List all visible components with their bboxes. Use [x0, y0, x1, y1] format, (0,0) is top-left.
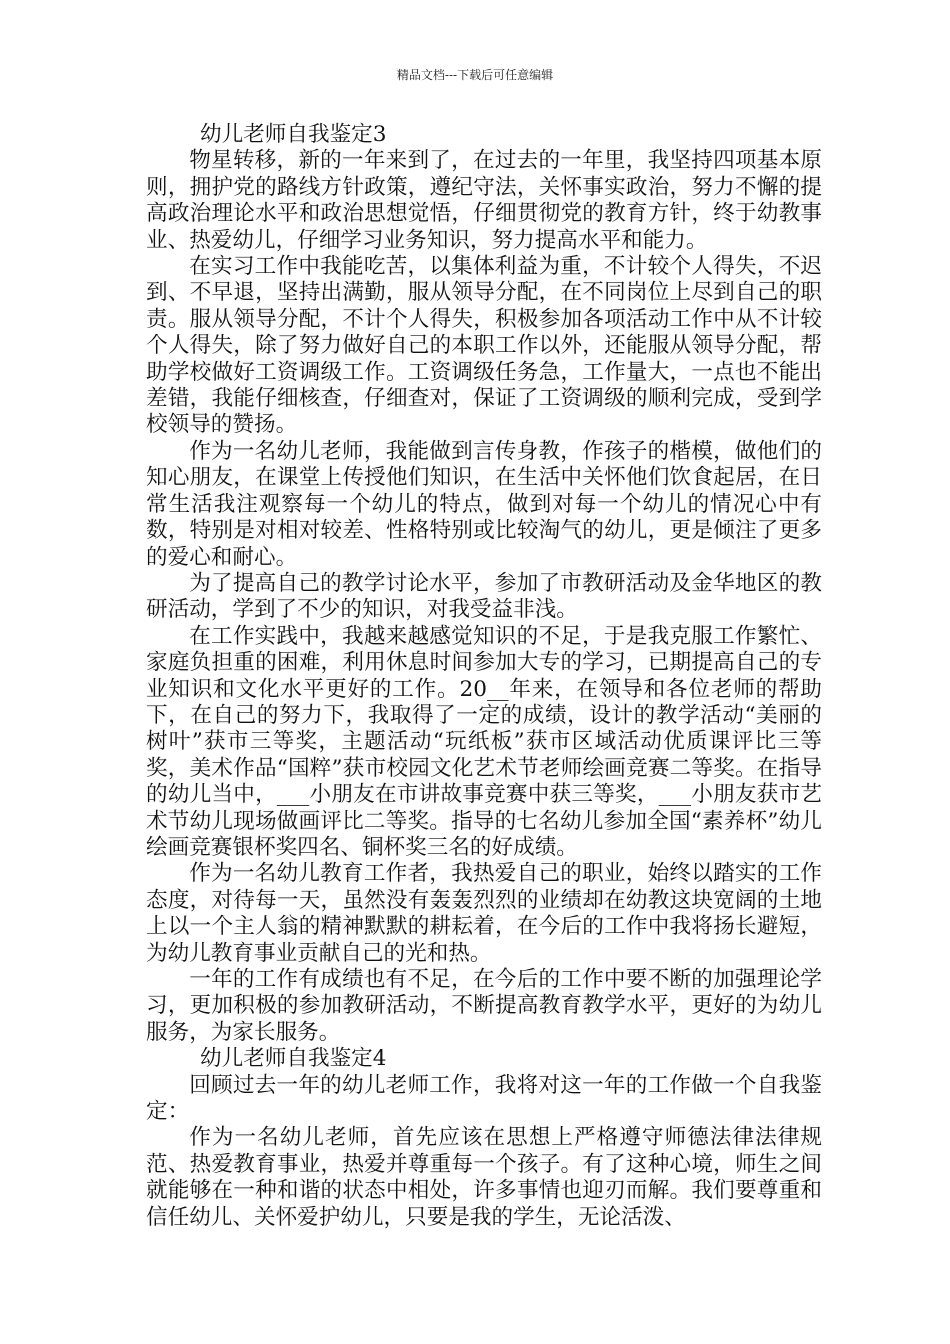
section-heading: 幼儿老师自我鉴定3 — [200, 122, 387, 147]
paragraph: 回顾过去一年的幼儿老师工作，我将对这一年的工作做一个自我鉴定： — [146, 1072, 822, 1125]
paragraph: 在实习工作中我能吃苦，以集体利益为重，不计较个人得失，不迟到、不早退，坚持出满勤，服从领导分配，在不同岗位上尽到自己的职责。服从领导分配，不计个人得失，积极参加各项活动工作中从不计较个人得失，除了努力做好自己的本职工作以外，还能服从领导分配，帮助学校做好工资调级工作。工资调级任务急，工作量大，一点也不能出差错，我能仔细核查，仔细查对，保证了工资调级的顺利完成，受到学校领导的赞扬。 — [146, 254, 822, 438]
paragraph: 为了提高自己的教学讨论水平，参加了市教研活动及金华地区的教研活动，学到了不少的知识，对我受益非浅。 — [146, 570, 822, 623]
paragraph: 作为一名幼儿教育工作者，我热爱自己的职业，始终以踏实的工作态度，对待每一天，虽然没有轰轰烈烈的业绩却在幼教这块宽阔的土地上以一个主人翁的精神默默的耕耘着，在今后的工作中我将扬长避短，为幼儿教育事业贡献自己的光和热。 — [146, 861, 822, 966]
paragraph: 一年的工作有成绩也有不足，在今后的工作中要不断的加强理论学习，更加积极的参加教研活动，不断提高教育教学水平，更好的为幼儿服务，为家长服务。 — [146, 967, 822, 1045]
page-header: 精品文档---下载后可任意编辑 — [396, 68, 554, 82]
paragraph: 作为一名幼儿老师，首先应该在思想上严格遵守师德法律法律规范、热爱教育事业，热爱并尊重每一个孩子。有了这种心境，师生之间就能够在一种和谐的状态中相处，许多事情也迎刃而解。我们要尊重和信任幼儿、关怀爱护幼儿，只要是我的学生，无论活泼、 — [146, 1125, 822, 1230]
paragraph: 物星转移，新的一年来到了，在过去的一年里，我坚持四项基本原则，拥护党的路线方针政策，遵纪守法，关怀事实政治，努力不懈的提高政治理论水平和政治思想觉悟，仔细贯彻党的教育方针，终于幼教事业、热爱幼儿，仔细学习业务知识，努力提高水平和能力。 — [146, 148, 822, 253]
paragraph: 在工作实践中，我越来越感觉知识的不足，于是我克服工作繁忙、家庭负担重的困难，利用休息时间参加大专的学习，已期提高自己的专业知识和文化水平更好的工作。20__年来，在领导和各位老师的帮助下，在自己的努力下，我取得了一定的成绩，设计的教学活动“美丽的树叶”获市三等奖，主题活动“玩纸板”获市区域活动优质课评比三等奖，美术作品“国粹”获市校园文化艺术节老师绘画竞赛二等奖。在指导的幼儿当中，___小朋友在市讲故事竞赛中获三等奖，___小朋友获市艺术节幼儿现场做画评比二等奖。指导的七名幼儿参加全国“素养杯”幼儿绘画竞赛银杯奖四名、铜杯奖三名的好成绩。 — [146, 623, 822, 860]
section-heading: 幼儿老师自我鉴定4 — [200, 1046, 387, 1072]
document-body — [146, 122, 822, 1231]
paragraph: 作为一名幼儿老师，我能做到言传身教，作孩子的楷模，做他们的知心朋友，在课堂上传授他们知识，在生活中关怀他们饮食起居，在日常生活我注观察每一个幼儿的特点，做到对每一个幼儿的情况心中有数，特别是对相对较差、性格特别或比较淘气的幼儿，更是倾注了更多的爱心和耐心。 — [146, 438, 822, 570]
